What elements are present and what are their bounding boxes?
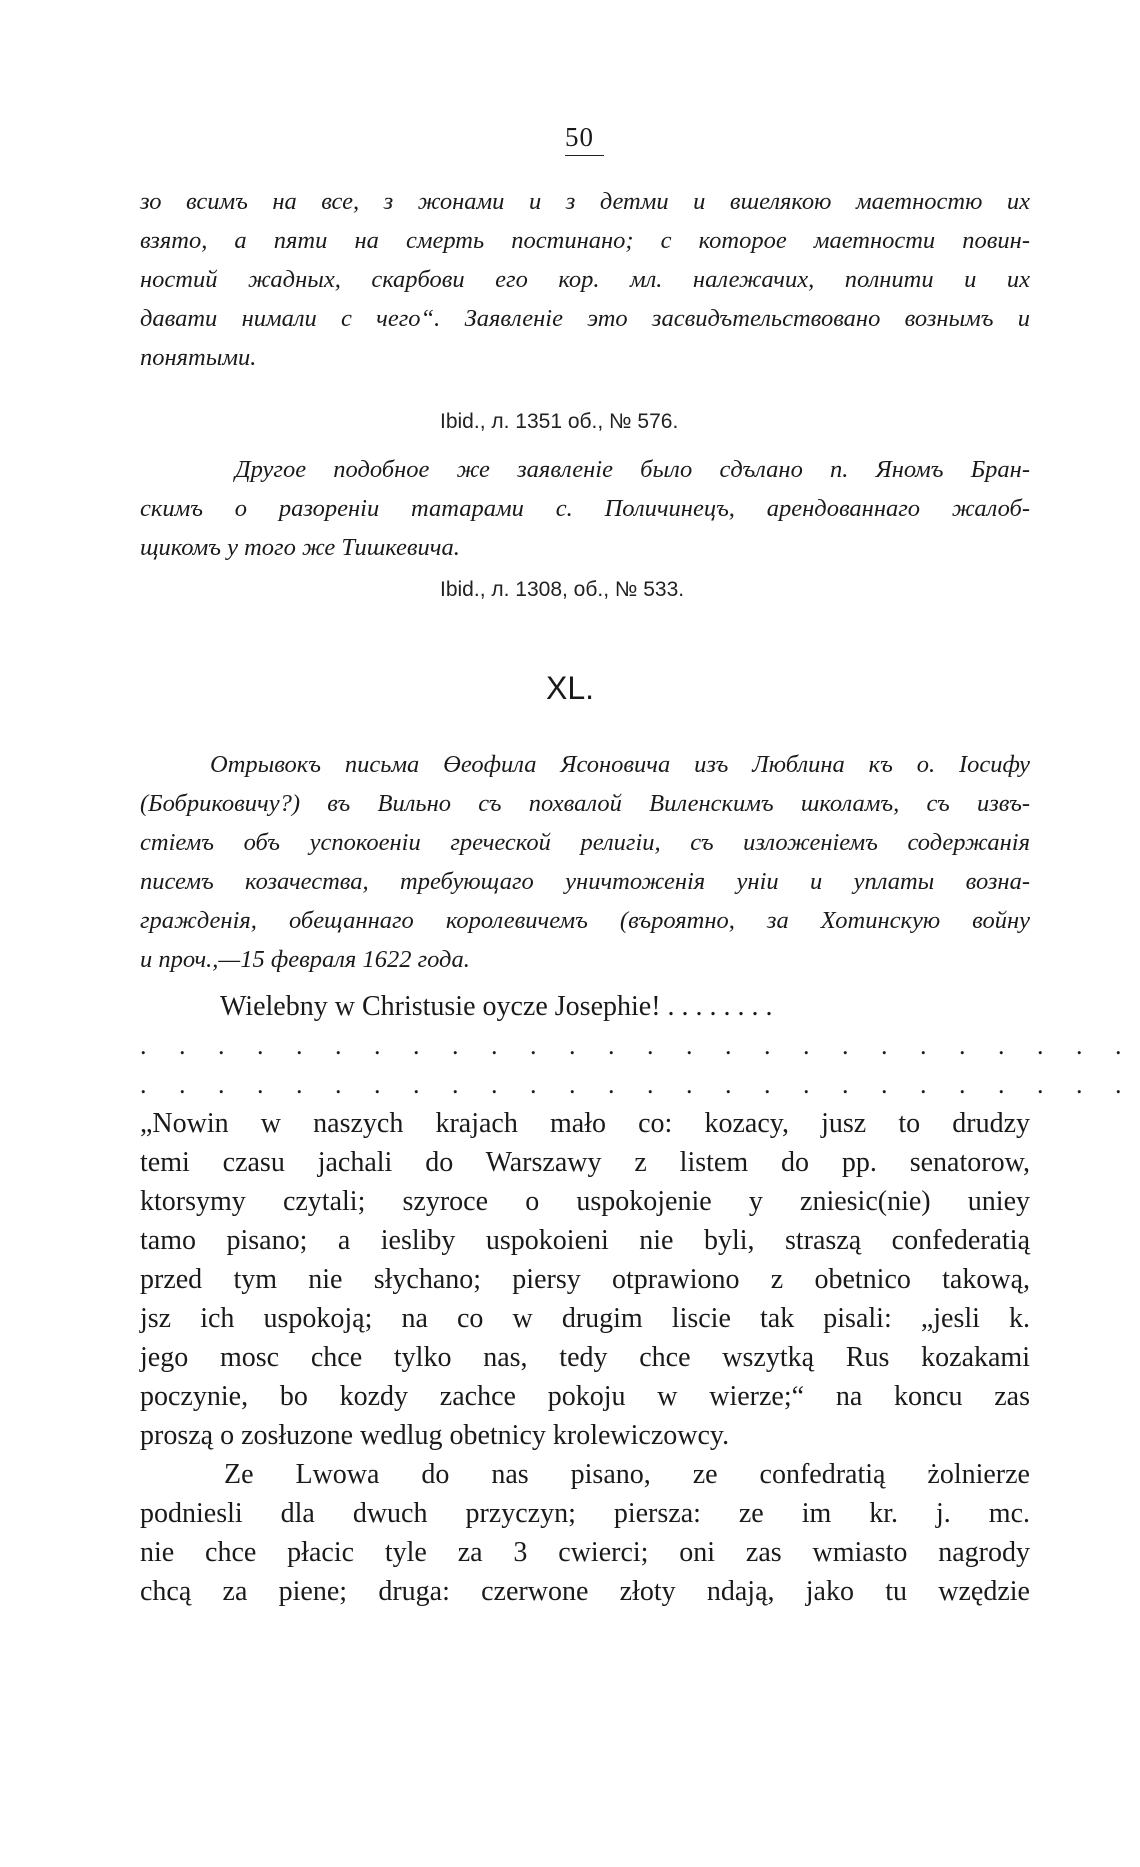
text-line: Ze Lwowa do nas pisano, ze confedratią żolnierze [224, 1459, 1030, 1490]
ellipsis-line: . . . . . . . . . . . . . . . . . . . . . . . . . . [140, 1031, 1135, 1060]
text-line: poczynie, bo kozdy zachce pokoju w wierze;“ na koncu zas [140, 1381, 1030, 1412]
italic-paragraph-report [140, 450, 1030, 567]
letter-paragraph-2 [140, 1455, 1030, 1611]
text-line: понятыми. [140, 344, 257, 371]
document-summary [140, 745, 1030, 979]
text-line: стіемъ объ успокоеніи греческой религіи, съ изложеніемъ содержанія [140, 829, 1030, 856]
text-line: Отрывокъ письма Өеофила Ясоновича изъ Люблина къ о. Іосифу [210, 751, 1030, 778]
text-line: зо всимъ на все, з жонами и з детми и вшелякою маетностю их [140, 188, 1030, 215]
text-line: tamo pisano; a iesliby uspokoieni nie byli, straszą confederatią [140, 1225, 1030, 1256]
citation-ibid-533: Ibid., л. 1308, об., № 533. [440, 578, 685, 601]
text-line: (Бобриковичу?) въ Вильно съ похвалой Виленскимъ школамъ, съ извъ- [140, 790, 1030, 817]
section-heading: XL. [545, 670, 595, 706]
text-line: ktorsymy czytali; szyroce o uspokojenie y zniesic(nie) uniey [140, 1186, 1030, 1217]
text-line: przed tym nie słychano; piersy otprawiono z obetnico takową, [140, 1264, 1030, 1295]
ellipsis-line: . . . . . . . . . . . . . . . . . . . . . . . . . . [140, 1070, 1135, 1099]
text-line: nie chce płacic tyle za 3 cwierci; oni zas wmiasto nagrody [140, 1537, 1030, 1568]
citation-ibid-576: Ibid., л. 1351 об., № 576. [440, 410, 679, 433]
text-line: jego mosc chce tylko nas, tedy chce wszytką Rus kozakami [140, 1342, 1030, 1373]
text-line: гражденія, обещаннаго королевичемъ (въроятно, за Хотинскую войну [140, 907, 1030, 934]
text-line: взято, а пяти на смерть постинано; с которое маетности повин- [140, 227, 1030, 254]
text-line: щикомъ у того же Тишкевича. [140, 534, 460, 561]
text-line: temi czasu jachali do Warszawy z listem do pp. senatorow, [140, 1147, 1030, 1178]
text-line: писемъ козачества, требующаго уничтоженія уніи и уплаты возна- [140, 868, 1030, 895]
letter-paragraph-1 [140, 1104, 1030, 1455]
italic-paragraph-continued [140, 182, 1030, 377]
page-number: 50 [565, 122, 604, 156]
salutation: Wielebny w Christusie oycze Josephie! . . . . . . . . [220, 991, 773, 1022]
letter-body [140, 987, 1135, 1611]
text-line: chcą za piene; druga: czerwone złoty ndają, jako tu wzędzie [140, 1576, 1030, 1607]
text-line: jsz ich uspokoją; na co w drugim liscie tak pisali: „jesli k. [140, 1303, 1030, 1334]
text-line: „Nowin w naszych krajach mało co: kozacy, jusz to drudzy [140, 1108, 1030, 1139]
text-line: proszą o zosłuzone wedlug obetnicy krolewiczowcy. [140, 1420, 730, 1451]
text-line: ностий жадных, скарбови его кор. мл. належачих, полнити и их [140, 266, 1030, 293]
text-line: и проч.,—15 февраля 1622 года. [140, 946, 470, 973]
text-line: podniesli dla dwuch przyczyn; piersza: ze im kr. j. mc. [140, 1498, 1030, 1529]
text-line: Другое подобное же заявленіе было сдълано п. Яномъ Бран- [235, 456, 1030, 483]
text-line: давати нимали с чего“. Заявленіе это засвидътельствовано вознымъ и [140, 305, 1030, 332]
text-line: скимъ о разореніи татарами с. Поличинецъ, арендованнаго жалоб- [140, 495, 1030, 522]
